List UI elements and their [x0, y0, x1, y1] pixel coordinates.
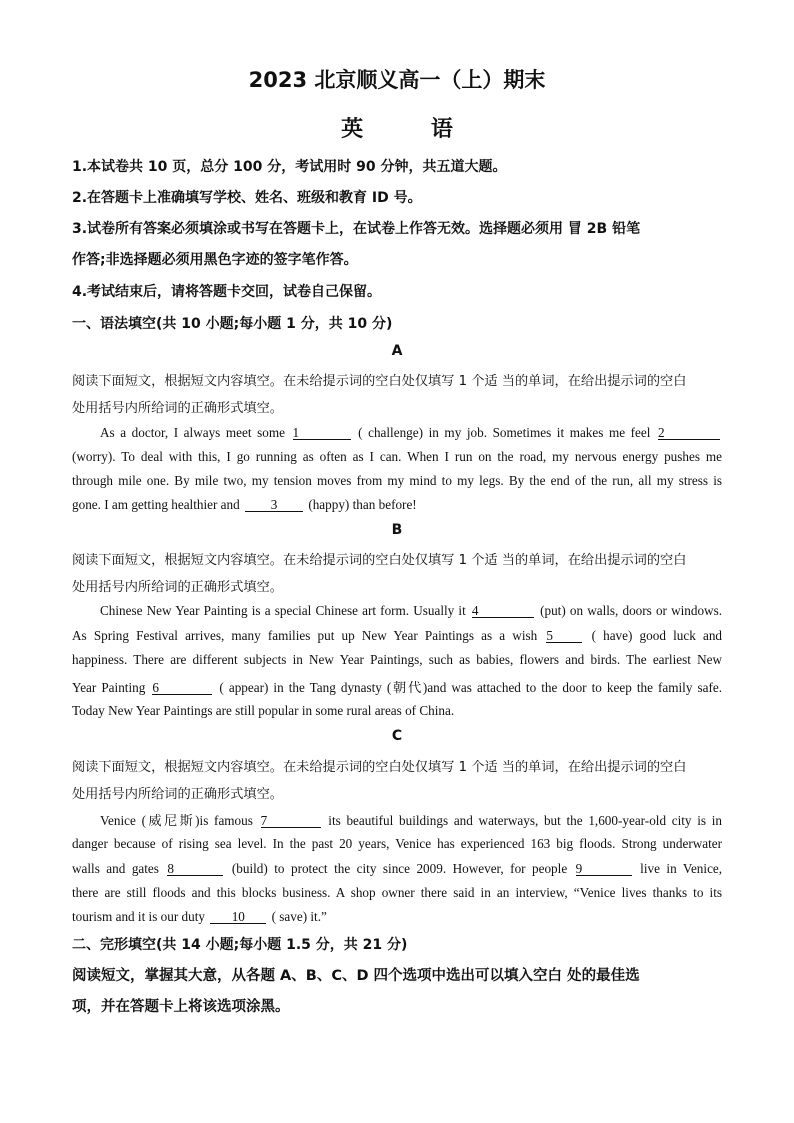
section2-direction-1: 阅读短文，掌握其大意，从各题 A、B、C、D 四个选项中选出可以填入空白 处的最佳选	[72, 968, 640, 984]
partB-line-4: Year Painting 6 ( appear) in the Tang dynasty (朝代)and was attached to the door to keep the family safe.	[72, 680, 722, 695]
exam-title: 2023 北京顺义高一（上）期末	[248, 68, 546, 92]
partB-line-2: As Spring Festival arrives, many families put up New Year Paintings as a wish 5 ( have) good luck and	[72, 628, 723, 643]
instruction-2: 2.在答题卡上准确填写学校、姓名、班级和教育 ID 号。	[72, 190, 422, 206]
blank-6[interactable]: 6	[152, 681, 212, 695]
blank-7[interactable]: 7	[261, 814, 321, 828]
partC-label: C	[391, 728, 403, 744]
partC-direction-2: 处用括号内所给词的正确形式填空。	[72, 787, 283, 802]
partC-line-5: tourism and it is our duty 10 ( save) it.”	[72, 909, 327, 924]
partA-label: A	[391, 343, 403, 359]
partC-direction-1: 阅读下面短文，根据短文内容填空。在未给提示词的空白处仅填写 1 个适 当的单词，在给出提示词的空白	[72, 760, 687, 775]
partB-direction-1: 阅读下面短文，根据短文内容填空。在未给提示词的空白处仅填写 1 个适 当的单词，在给出提示词的空白	[72, 553, 687, 568]
partA-line-1: As a doctor, I always meet some 1 ( challenge) in my job. Sometimes it makes me feel 2	[72, 425, 722, 441]
blank-9[interactable]: 9	[576, 862, 632, 876]
partC-line-2: danger because of rising sea level. In the past 20 years, Venice has experienced 163 big floods. Strong underwater	[72, 836, 722, 851]
blank-2[interactable]: 2	[658, 426, 720, 440]
partA-line-3: through mile one. By mile two, my tension moves from my mind to my legs. By the end of the run, all my stress is	[72, 473, 722, 488]
partB-line-5: Today New Year Paintings are still popular in some rural areas of China.	[72, 703, 455, 718]
partB-line-1: Chinese New Year Painting is a special Chinese art form. Usually it 4 (put) on walls, doors or windows.	[100, 603, 723, 618]
subject-title: 英 语	[341, 117, 483, 142]
blank-3[interactable]: 3	[245, 498, 303, 512]
partB-label: B	[391, 522, 403, 538]
section2-direction-2: 项，并在答题卡上将该选项涂黑。	[72, 999, 290, 1015]
instruction-3-cont: 作答;非选择题必须用黑色字迹的签字笔作答。	[72, 252, 358, 268]
partB-line-3: happiness. There are different subjects in New Year Paintings, such as babies, flowers and birds. The earliest New	[72, 652, 722, 667]
instruction-4: 4.考试结束后，请将答题卡交回，试卷自己保留。	[72, 284, 382, 300]
section1-heading: 一、语法填空(共 10 小题;每小题 1 分，共 10 分)	[72, 316, 393, 332]
partA-direction-2: 处用括号内所给词的正确形式填空。	[72, 401, 283, 416]
instruction-3: 3.试卷所有答案必须填涂或书写在答题卡上，在试卷上作答无效。选择题必须用 冒 2B 铅笔	[72, 221, 641, 237]
partC-line-3: walls and gates 8 (build) to protect the city since 2009. However, for people 9 live in Venice,	[72, 861, 723, 876]
partA-line-4: gone. I am getting healthier and 3 (happy) than before!	[72, 497, 417, 512]
partA-direction-1: 阅读下面短文，根据短文内容填空。在未给提示词的空白处仅填写 1 个适 当的单词，在给出提示词的空白	[72, 374, 687, 389]
partB-direction-2: 处用括号内所给词的正确形式填空。	[72, 580, 283, 595]
partC-line-1: Venice (威尼斯)is famous 7 its beautiful buildings and waterways, but the 1,600-year-old city is in	[100, 813, 722, 828]
blank-1[interactable]: 1	[293, 426, 351, 440]
blank-4[interactable]: 4	[472, 604, 534, 618]
instruction-1: 1.本试卷共 10 页，总分 100 分，考试用时 90 分钟，共五道大题。	[72, 159, 507, 175]
partC-line-4: there are still floods and this blocks business. A shop owner there said in an interview, “Venice lives thanks to its	[72, 885, 722, 900]
partA-line-2: (worry). To deal with this, I go running as often as I can. When I run on the road, my nervous energy pushes me	[72, 449, 722, 464]
blank-8[interactable]: 8	[167, 862, 223, 876]
blank-5[interactable]: 5	[546, 629, 582, 643]
section2-heading: 二、完形填空(共 14 小题;每小题 1.5 分，共 21 分)	[72, 937, 408, 953]
blank-10[interactable]: 10	[210, 910, 266, 924]
